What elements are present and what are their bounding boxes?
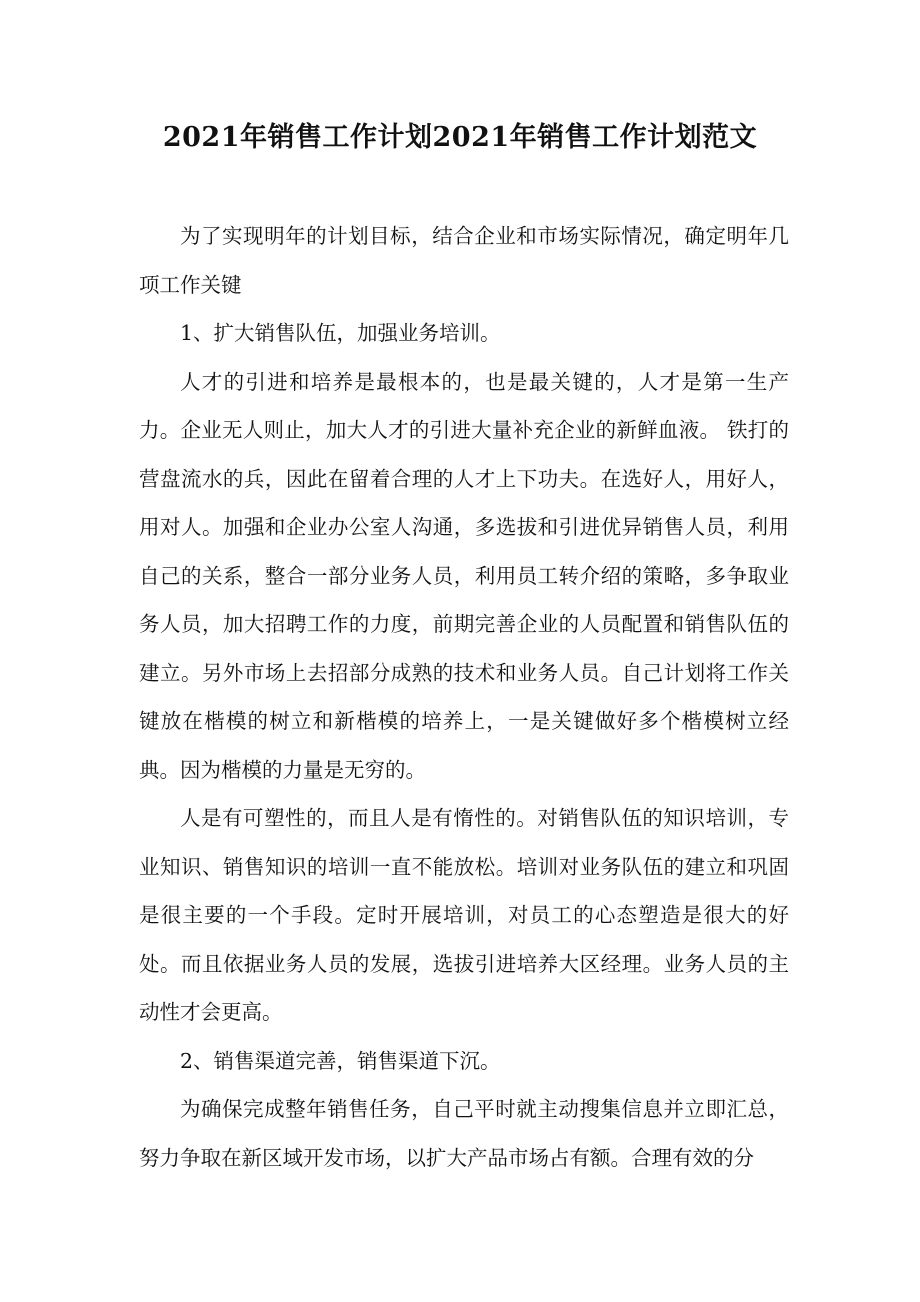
section-heading-2: 2、销售渠道完善，销售渠道下沉。: [180, 1048, 501, 1073]
paragraph-intro: 为了实现明年的计划目标，结合企业和市场实际情况，确定明年几项工作关键: [139, 224, 789, 297]
document-body: [139, 212, 789, 1182]
paragraph-channels: 为确保完成整年销售任务，自己平时就主动搜集信息并立即汇总，努力争取在新区域开发市场，以扩大产品市场占有额。合理有效的分: [139, 1097, 789, 1170]
paragraph-talent: 人才的引进和培养是最根本的，也是最关键的，人才是第一生产力。企业无人则止，加大人才的引进大量补充企业的新鲜血液。 铁打的营盘流水的兵，因此在留着合理的人才上下功夫。在选好人，用好人，用对人。加强和企业办公室人沟通，多选拔和引进优异销售人员，利用自己的关系，整合一部分业务人员，利用员工转介绍的策略，多争取业务人员，加大招聘工作的力度，前期完善企业的人员配置和销售队伍的建立。另外市场上去招部分成熟的技术和业务人员。自己计划将工作关键放在楷模的树立和新楷模的培养上，一是关键做好多个楷模树立经典。因为楷模的力量是无穷的。: [139, 369, 789, 782]
section-heading-1: 1、扩大销售队伍，加强业务培训。: [180, 321, 501, 345]
document-title: 2021年销售工作计划2021年销售工作计划范文: [162, 122, 758, 153]
paragraph-training: 人是有可塑性的，而且人是有惰性的。对销售队伍的知识培训，专业知识、销售知识的培训一直不能放松。培训对业务队伍的建立和巩固是很主要的一个手段。定时开展培训，对员工的心态塑造是很大的好处。而且依据业务人员的发展，选拔引进培养大区经理。业务人员的主动性才会更高。: [139, 806, 789, 1024]
